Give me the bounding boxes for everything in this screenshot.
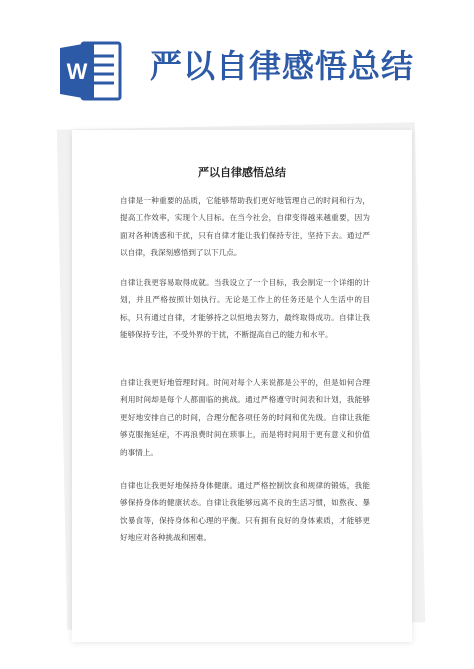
document-page — [72, 130, 412, 642]
paragraph-3: 自律让我更好地管理时间。时间对每个人来说都是公平的，但是如何合理利用时间却是每个人都面临的挑战。通过严格遵守时间表和计划，我能够更好地安排自己的时间，合理分配各项任务的时间和优先级。自律让我能够克服拖延症，不再浪费时间在琐事上，而是将时间用于更有意义和价值的事情上。 — [120, 378, 370, 457]
paragraph-2: 自律让我更容易取得成就。当我设立了一个目标，我会制定一个详细的计划，并且严格按照计划执行。无论是工作上的任务还是个人生活中的目标，只有通过自律，才能够持之以恒地去努力，最终取得成功。自律让我能够保持专注，不受外界的干扰，不断提高自己的能力和水平。 — [120, 278, 370, 340]
paragraph-1: 自律是一种重要的品质，它能够帮助我们更好地管理自己的时间和行为，提高工作效率，实现个人目标。在当今社会，自律变得越来越重要，因为面对各种诱惑和干扰，只有自律才能让我们保持专注，坚持下去。通过严以自律，我深刻感悟到了以下几点。 — [120, 196, 370, 258]
document-title: 严以自律感悟总结 — [198, 166, 286, 179]
svg-text:W: W — [66, 59, 88, 84]
word-document-icon — [60, 40, 124, 102]
paragraph-4: 自律也让我更好地保持身体健康。通过严格控制饮食和规律的锻炼，我能够保持身体的健康状态。自律让我能够远离不良的生活习惯，如熬夜、暴饮暴食等，保持身体和心理的平衡。只有拥有良好的身体素质，才能够更好地应对各种挑战和困难。 — [120, 481, 370, 543]
header-banner — [0, 0, 474, 125]
banner-title: 严以自律感悟总结 — [150, 47, 415, 85]
